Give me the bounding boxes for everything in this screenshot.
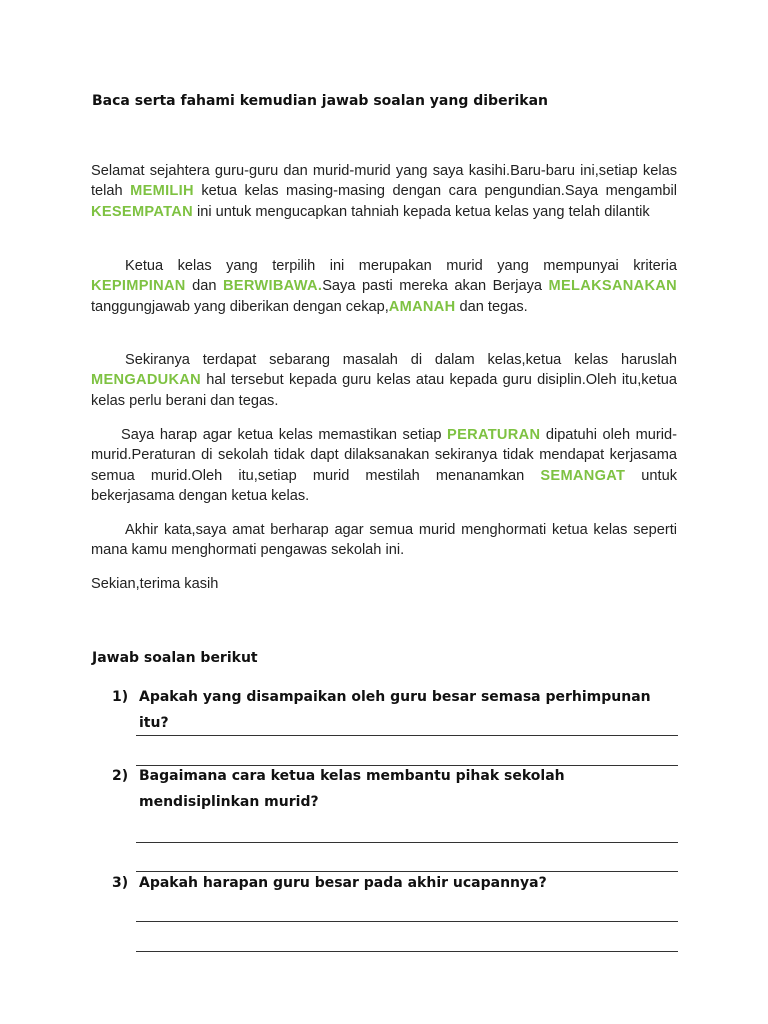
keyword-melaksanakan: MELAKSANAKAN: [548, 278, 677, 295]
passage-paragraph-4: [91, 425, 677, 507]
passage-text: ini untuk mengucapkan tahniah kepada ketua kelas yang telah dilantik: [192, 203, 650, 220]
passage-text: Ketua kelas yang terpilih ini merupakan murid yang mempunyai kriteria: [125, 258, 677, 274]
passage-text: Saya harap agar ketua kelas memastikan setiap: [121, 427, 448, 443]
question-2: [112, 763, 682, 815]
passage-text: Saya pasti mereka akan Berjaya: [322, 278, 549, 295]
answer-line[interactable]: [136, 735, 678, 736]
passage-paragraph-5: Akhir kata,saya amat berharap agar semua murid menghormati ketua kelas seperti mana kamu menghormati pengawas sekolah ini.: [91, 522, 677, 559]
answer-line[interactable]: [136, 951, 678, 952]
keyword-semangat: SEMANGAT: [540, 467, 626, 484]
passage-text: dan tegas.: [455, 298, 528, 315]
passage-text: Sekiranya terdapat sebarang masalah di dalam kelas,ketua kelas haruslah: [125, 352, 677, 368]
question-text: Bagaimana cara ketua kelas membantu pihak sekolah mendisiplinkan murid?: [139, 768, 565, 810]
passage-text: hal tersebut kepada guru kelas atau kepada guru disiplin.Oleh itu,ketua kelas perlu berani dan tegas.: [91, 372, 677, 409]
passage-text: Selamat sejahtera guru-guru dan murid-murid yang saya kasihi.Baru-baru ini,setiap kelas telah: [91, 163, 677, 200]
passage-text: dipatuhi oleh murid-murid.Peraturan di sekolah tidak dapt dilaksanakan sekiranya tidak mendapat kerjasama semua murid.Oleh itu,setiap murid mestilah menanamkan: [91, 427, 677, 484]
question-1: [112, 684, 682, 736]
question-text: Apakah yang disampaikan oleh guru besar semasa perhimpunan itu?: [139, 689, 651, 731]
question-number: 1): [112, 689, 129, 705]
questions-heading: Jawab soalan berikut: [92, 650, 258, 666]
passage-text: ketua kelas masing-masing dengan cara pengundian.Saya mengambil: [193, 183, 677, 200]
passage-paragraph-1: [91, 161, 677, 222]
passage-text: dan: [185, 278, 223, 295]
question-number: 3): [112, 875, 129, 891]
keyword-memilih: MEMILIH: [130, 183, 194, 200]
passage-text: untuk bekerjasama dengan ketua kelas.: [91, 467, 677, 505]
instruction-heading: Baca serta fahami kemudian jawab soalan yang diberikan: [92, 93, 548, 109]
keyword-peraturan: PERATURAN: [447, 427, 541, 443]
passage-text: tanggungjawab yang diberikan dengan cekap,: [91, 298, 389, 315]
passage-paragraph-2: [91, 256, 677, 317]
question-text: Apakah harapan guru besar pada akhir ucapannya?: [139, 875, 547, 891]
keyword-kesempatan: KESEMPATAN: [91, 203, 193, 220]
passage-paragraph-3: [91, 350, 677, 411]
keyword-mengadukan: MENGADUKAN: [91, 372, 202, 389]
answer-line[interactable]: [136, 921, 678, 922]
question-number: 2): [112, 768, 129, 784]
keyword-kepimpinan: KEPIMPINAN: [91, 278, 186, 295]
answer-line[interactable]: [136, 842, 678, 843]
keyword-berwibawa: BERWIBAWA.: [222, 278, 323, 295]
question-3: [112, 870, 682, 896]
passage-closing: Sekian,terima kasih: [91, 576, 219, 592]
keyword-amanah: AMANAH: [388, 298, 456, 315]
